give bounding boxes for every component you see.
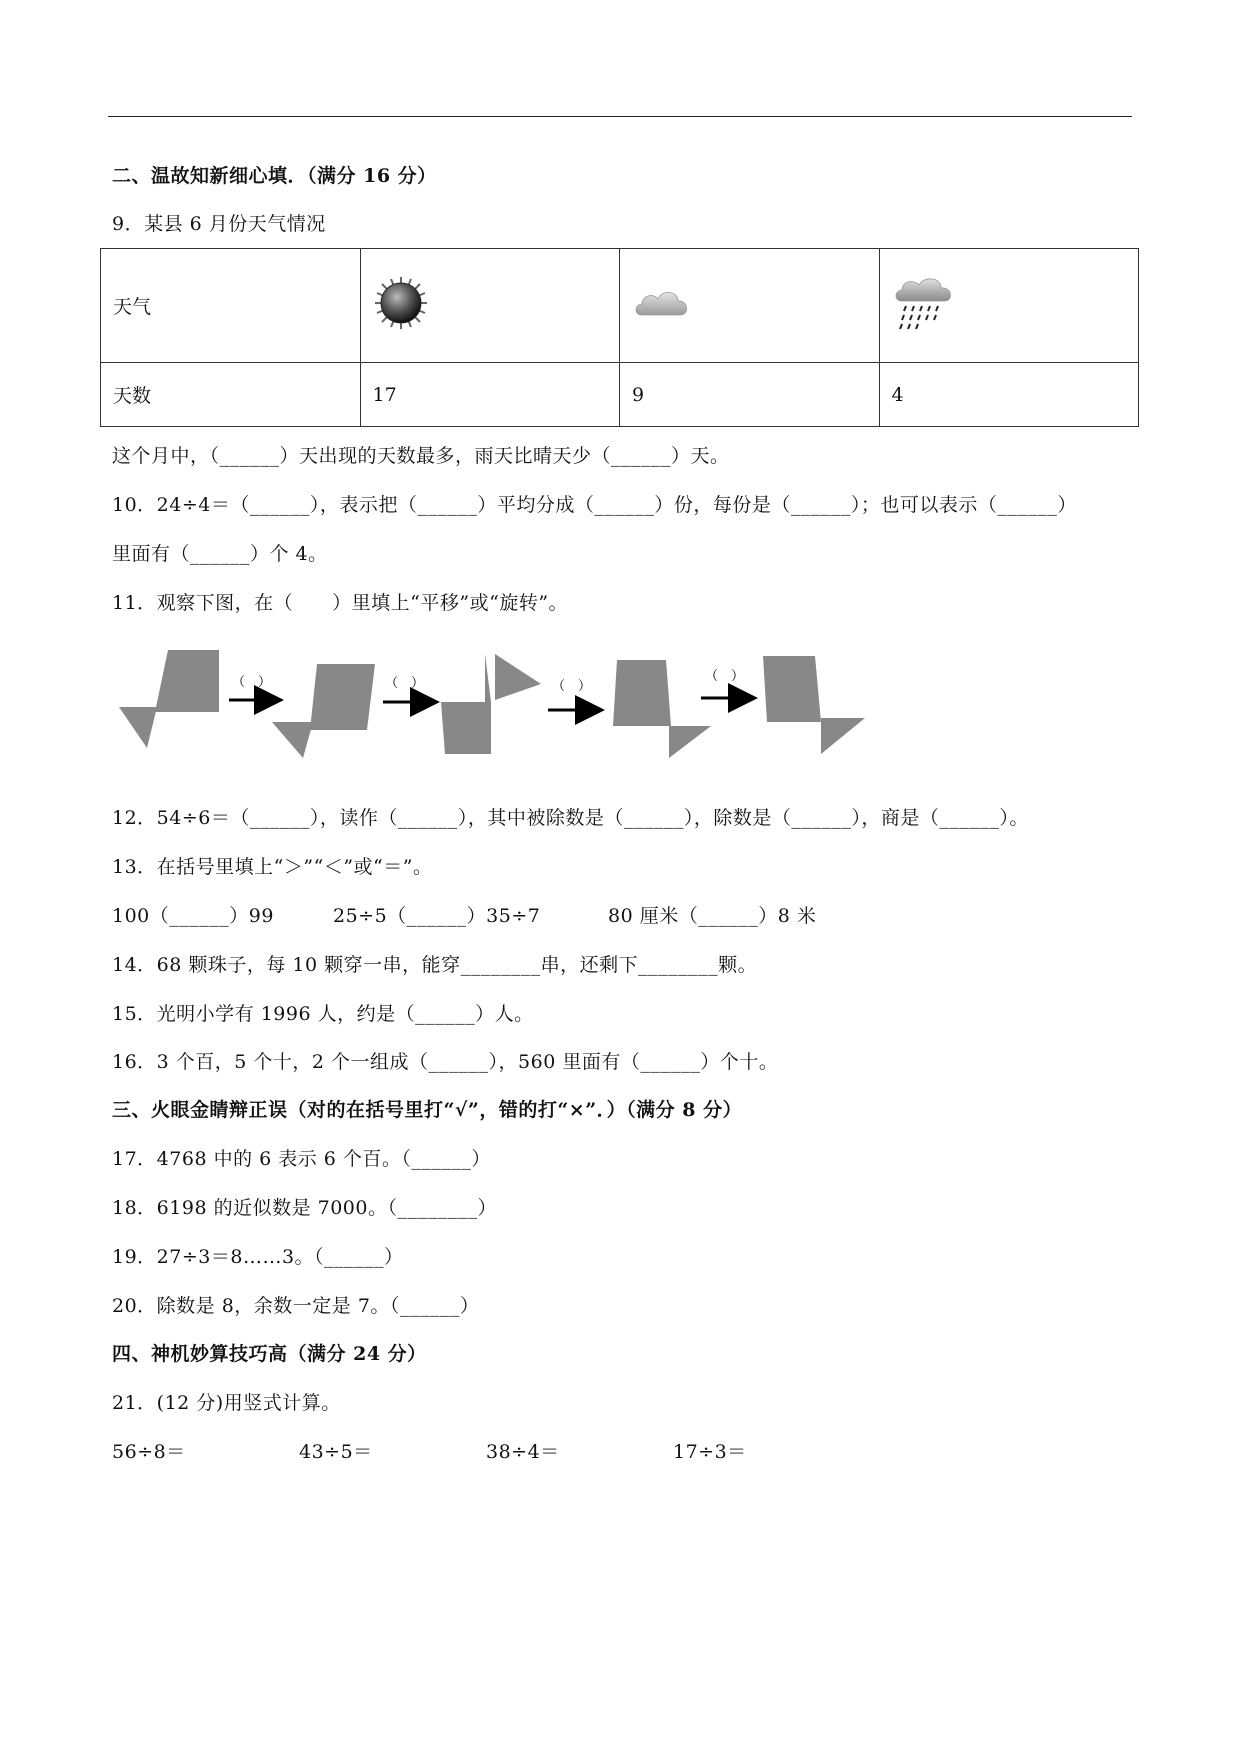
fig3-square [441, 654, 491, 754]
rain-cell [879, 249, 1139, 363]
q9-text: 9．某县 6 月份天气情况 [112, 213, 326, 235]
cloud-cell [620, 249, 880, 363]
q12-text: 12．54÷6＝（______），读作（______），其中被除数是（______），除数是（______），商是（______）。 [112, 807, 1029, 829]
section4-title: 四、神机妙算技巧高（满分 24 分） [112, 1343, 427, 1365]
fig2-triangle [272, 722, 313, 758]
sun-days: 17 [360, 363, 620, 427]
section2-title: 二、温故知新细心填．（满分 16 分） [112, 165, 437, 187]
q17-text: 17．4768 中的 6 表示 6 个百。（______） [112, 1148, 491, 1170]
fig1-triangle [119, 707, 157, 748]
transformation-figure [115, 640, 875, 770]
fig4-triangle [669, 726, 711, 758]
q11-text: 11．观察下图，在（ ）里填上“平移”或“旋转”。 [112, 592, 569, 614]
calc-item-2: 43÷5＝ [299, 1441, 373, 1463]
fig3-triangle [495, 654, 541, 700]
q16-text: 16．3 个百，5 个十，2 个一组成（______），560 里面有（______）个十。 [112, 1051, 779, 1073]
calc-item-4: 17÷3＝ [673, 1441, 747, 1463]
days-label: 天数 [101, 363, 361, 427]
q19-text: 19．27÷3＝8……3。（______） [112, 1246, 404, 1268]
q20-text: 20．除数是 8，余数一定是 7。（______） [112, 1295, 480, 1317]
cloud-icon [632, 285, 692, 321]
calc-item-3: 38÷4＝ [486, 1441, 560, 1463]
weather-label: 天气 [101, 249, 361, 363]
arrow2-label: （ ） [385, 676, 425, 691]
section3-title: 三、火眼金睛辩正误（对的在括号里打“√”，错的打“×”．）（满分 8 分） [112, 1099, 743, 1121]
fig4-square [613, 660, 671, 726]
q13-item2: 25÷5（______）35÷7 [333, 905, 541, 927]
q10-line2: 里面有（______）个 4。 [112, 543, 328, 565]
arrow1-label: （ ） [232, 675, 272, 690]
fig2-square [310, 664, 375, 730]
q18-text: 18．6198 的近似数是 7000。（________） [112, 1197, 497, 1219]
q13-item3: 80 厘米（______）8 米 [608, 905, 817, 927]
sun-icon [373, 275, 429, 331]
arrow3-label: （ ） [552, 679, 592, 694]
sun-cell [360, 249, 620, 363]
q21-text: 21．(12 分)用竖式计算。 [112, 1392, 341, 1414]
top-rule [108, 116, 1132, 117]
q15-text: 15．光明小学有 1996 人，约是（______）人。 [112, 1003, 534, 1025]
calc-item-1: 56÷8＝ [112, 1441, 186, 1463]
weather-table [100, 248, 1139, 427]
arrow4-label: （ ） [705, 669, 745, 684]
fig1-square [155, 650, 219, 712]
rain-icon [892, 275, 956, 331]
q10-line1: 10．24÷4＝（______），表示把（______）平均分成（______）份，每份是（______）；也可以表示（______） [112, 494, 1077, 516]
cloud-days: 9 [620, 363, 880, 427]
q13-text: 13．在括号里填上“＞”“＜”或“＝”。 [112, 856, 433, 878]
q13-item1: 100（______）99 [112, 905, 274, 927]
fig5-triangle [821, 718, 865, 754]
rain-days: 4 [879, 363, 1139, 427]
q14-text: 14．68 颗珠子，每 10 颗穿一串，能穿________串，还剩下________颗。 [112, 954, 758, 976]
fig5-square [763, 656, 821, 722]
q9-after: 这个月中，（______）天出现的天数最多，雨天比晴天少（______）天。 [112, 445, 730, 467]
